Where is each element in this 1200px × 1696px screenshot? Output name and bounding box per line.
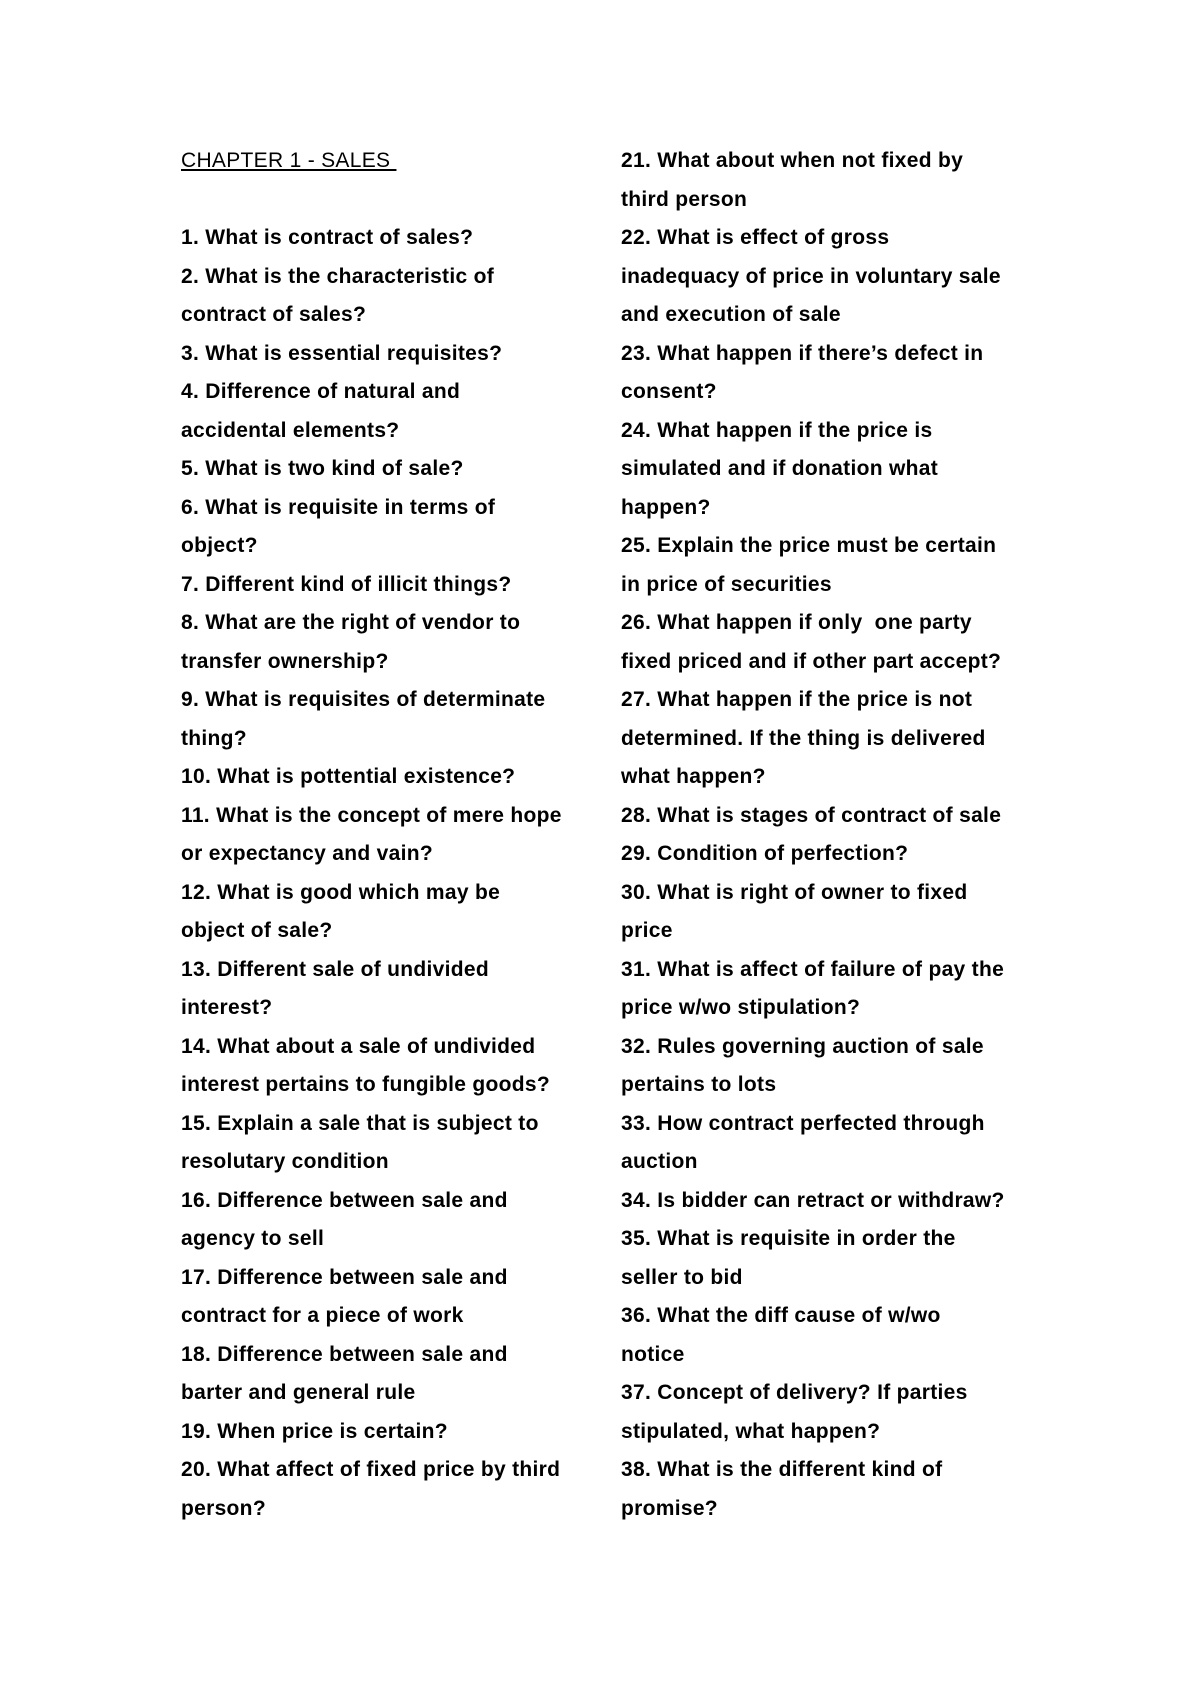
question-line: resolutary condition [181,1150,389,1173]
question-line: agency to sell [181,1227,325,1250]
right-question-list [621,142,1031,1528]
question-line: object of sale? [181,919,333,942]
left-question-list [181,219,601,1528]
question-line: auction [621,1150,698,1173]
question-item [181,450,601,489]
question-line: stipulated, what happen? [621,1419,881,1443]
question-line: 33. How contract perfected through [621,1111,985,1135]
question-item [621,1105,1031,1182]
question-line: contract of sales? [181,303,367,326]
question-line: fixed priced and if other part accept? [621,649,1002,673]
question-line: 12. What is good which may be [181,880,501,904]
question-item [181,566,601,605]
question-line: 36. What the diff cause of w/wo [621,1304,941,1327]
question-item [621,219,1031,335]
question-line: determined. If the thing is delivered [621,726,986,750]
question-line: 19. When price is certain? [181,1419,448,1443]
question-line: 38. What is the different kind of [621,1458,943,1481]
question-item [621,142,1031,219]
left-column [181,142,601,1528]
question-item [181,1105,601,1182]
question-line: in price of securities [621,572,832,596]
question-line: happen? [621,495,711,519]
question-item [181,1182,601,1259]
question-item [621,874,1031,951]
question-line: promise? [621,1496,718,1520]
question-item [621,1374,1031,1451]
question-item [621,1220,1031,1297]
question-line: 21. What about when not fixed by [621,149,964,172]
question-line: 6. What is requisite in terms of [181,495,496,519]
question-line: price w/wo stipulation? [621,996,861,1019]
question-item [181,1259,601,1336]
question-item [621,1182,1031,1221]
question-item [621,604,1031,681]
question-line: interest? [181,996,273,1019]
question-item [181,874,601,951]
question-item [181,373,601,450]
question-line: contract for a piece of work [181,1304,464,1327]
question-line: 30. What is right of owner to fixed [621,880,968,904]
question-line: seller to bid [621,1265,743,1289]
question-item [621,951,1031,1028]
question-line: 22. What is effect of gross [621,226,890,249]
question-line: inadequacy of price in voluntary sale [621,264,1001,288]
question-line: what happen? [621,765,766,788]
question-item [621,1028,1031,1105]
question-line: pertains to lots [621,1073,777,1096]
question-line: 34. Is bidder can retract or withdraw? [621,1188,1005,1212]
question-line: transfer ownership? [181,649,389,673]
question-line: 26. What happen if only one party [621,611,972,634]
question-line: notice [621,1342,685,1366]
question-item [181,758,601,797]
heading-spacer [181,181,601,220]
question-line: 9. What is requisites of determinate [181,688,546,711]
question-line: object? [181,534,258,557]
question-item [621,1451,1031,1528]
question-line: interest pertains to fungible goods? [181,1073,550,1096]
question-line: person? [181,1496,266,1520]
question-item [181,258,601,335]
question-line: thing? [181,726,247,750]
question-line: 23. What happen if there’s defect in [621,341,984,365]
question-item [181,681,601,758]
right-column [621,142,1031,1528]
question-line: 3. What is essential requisites? [181,341,503,365]
question-line: 11. What is the concept of mere hope [181,803,562,827]
question-line: accidental elements? [181,418,400,442]
question-item [621,681,1031,797]
question-line: 27. What happen if the price is not [621,688,973,711]
question-item [621,1297,1031,1374]
question-line: third person [621,187,748,211]
question-line: 29. Condition of perfection? [621,842,909,865]
question-line: 4. Difference of natural and [181,380,461,403]
question-line: simulated and if donation what [621,457,939,480]
question-item [181,604,601,681]
question-line: 14. What about a sale of undivided [181,1034,536,1058]
question-item [181,489,601,566]
question-item [181,951,601,1028]
question-line: 1. What is contract of sales? [181,226,474,249]
question-item [181,335,601,374]
question-item [181,1451,601,1528]
question-line: 8. What are the right of vendor to [181,611,521,634]
question-item [181,1336,601,1413]
question-line: 18. Difference between sale and [181,1342,508,1366]
question-item [621,527,1031,604]
question-line: 10. What is pottential existence? [181,765,516,788]
question-line: 17. Difference between sale and [181,1265,508,1289]
question-line: and execution of sale [621,303,841,326]
question-item [621,797,1031,836]
question-line: or expectancy and vain? [181,842,433,865]
question-line: 24. What happen if the price is [621,418,933,442]
question-item [621,835,1031,874]
question-line: 13. Different sale of undivided [181,957,490,981]
question-line: 35. What is requisite in order the [621,1227,956,1250]
question-line: barter and general rule [181,1381,416,1404]
question-line: 37. Concept of delivery? If parties [621,1381,968,1404]
question-item [621,412,1031,528]
question-item [181,1413,601,1452]
question-line: 25. Explain the price must be certain [621,534,997,557]
question-line: 2. What is the characteristic of [181,264,495,288]
question-line: 32. Rules governing auction of sale [621,1034,984,1058]
question-item [621,335,1031,412]
question-line: price [621,919,673,942]
question-line: 15. Explain a sale that is subject to [181,1111,539,1135]
question-line: 20. What affect of fixed price by third [181,1458,561,1481]
question-line: 28. What is stages of contract of sale [621,803,1002,827]
question-line: 16. Difference between sale and [181,1188,508,1212]
question-line: 5. What is two kind of sale? [181,457,464,480]
question-line: 7. Different kind of illicit things? [181,572,512,596]
chapter-heading: CHAPTER 1 - SALES [181,149,397,172]
question-item [181,219,601,258]
question-item [181,1028,601,1105]
question-line: 31. What is affect of failure of pay the [621,957,1005,981]
question-item [181,797,601,874]
question-line: consent? [621,380,717,403]
